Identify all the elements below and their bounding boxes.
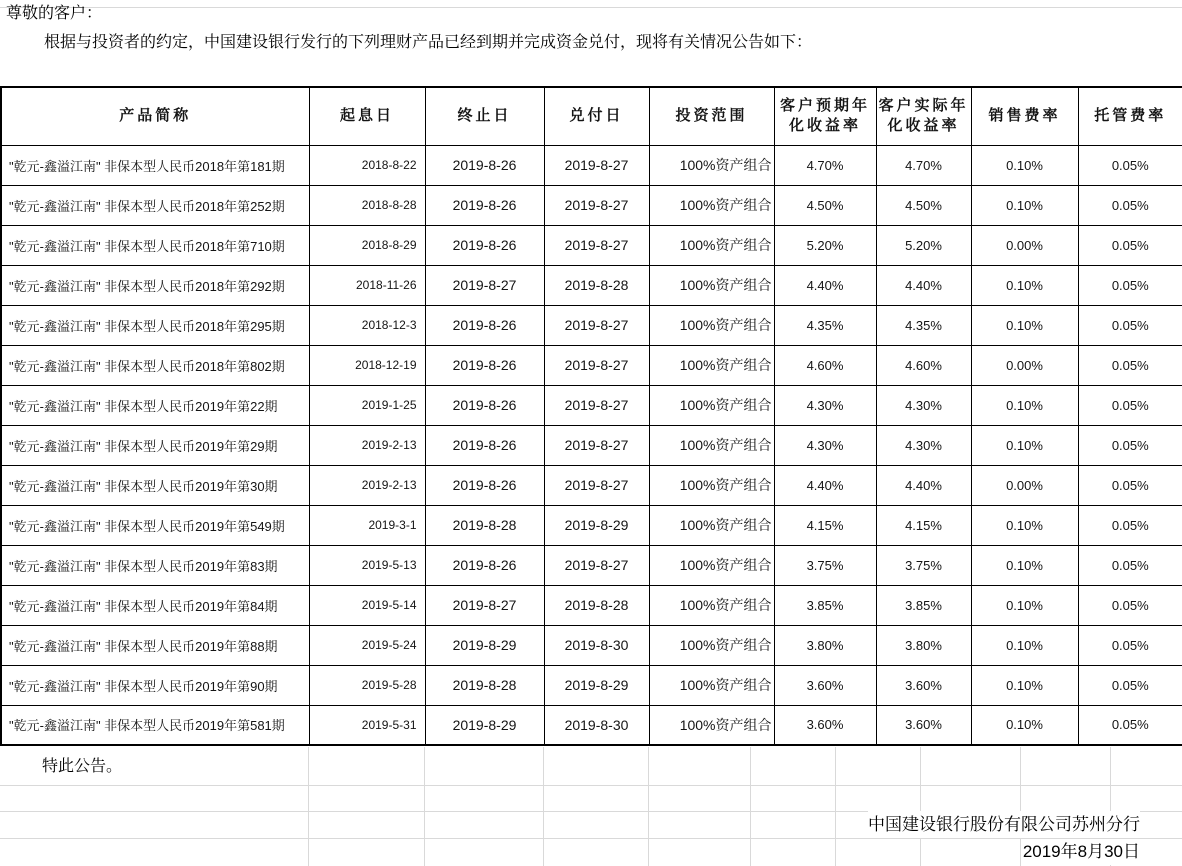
table-cell: 0.00% (971, 345, 1078, 385)
intro-salutation: 尊敬的客户： (6, 5, 103, 22)
table-cell: 100%资产组合 (649, 705, 774, 745)
table-cell: 2019-8-29 (425, 705, 544, 745)
table-cell: 0.05% (1078, 465, 1182, 505)
table-cell: 100%资产组合 (649, 185, 774, 225)
header-cell: 起息日 (309, 87, 425, 145)
table-cell: 2019-8-27 (544, 145, 649, 185)
table-cell: 2018-12-3 (309, 305, 425, 345)
table-cell: 0.10% (971, 305, 1078, 345)
table-cell: 100%资产组合 (649, 625, 774, 665)
table-cell: 0.10% (971, 705, 1078, 745)
table-cell: 2019-5-28 (309, 665, 425, 705)
table-cell: 2019-8-30 (544, 625, 649, 665)
table-cell: "乾元-鑫溢江南" 非保本型人民币2019年第29期 (1, 425, 309, 465)
table-cell: 100%资产组合 (649, 345, 774, 385)
table-cell: "乾元-鑫溢江南" 非保本型人民币2019年第581期 (1, 705, 309, 745)
table-cell: 2019-8-26 (425, 305, 544, 345)
table-row (1, 665, 1182, 705)
table-cell: 3.60% (876, 665, 971, 705)
table-cell: 2019-1-25 (309, 385, 425, 425)
signature-org: 中国建设银行股份有限公司苏州分行 (868, 811, 1140, 838)
signature-date: 2019年8月30日 (1023, 839, 1140, 865)
table-cell: 100%资产组合 (649, 545, 774, 585)
table-cell: 2019-5-31 (309, 705, 425, 745)
table-cell: 2019-8-27 (544, 345, 649, 385)
table-row (1, 545, 1182, 585)
table-cell: 0.05% (1078, 705, 1182, 745)
table-cell: 2019-8-26 (425, 185, 544, 225)
table-row (1, 225, 1182, 265)
table-cell: 0.05% (1078, 185, 1182, 225)
table-row (1, 305, 1182, 345)
gridline (308, 747, 309, 866)
table-cell: 100%资产组合 (649, 385, 774, 425)
table-cell: 0.05% (1078, 225, 1182, 265)
table-cell: 4.35% (774, 305, 876, 345)
table-cell: 3.60% (774, 665, 876, 705)
table-cell: 0.05% (1078, 665, 1182, 705)
gridline (1020, 747, 1021, 866)
header-cell: 投资范围 (649, 87, 774, 145)
table-cell: 2019-8-27 (544, 545, 649, 585)
gridline (424, 747, 425, 866)
table-cell: 4.70% (774, 145, 876, 185)
table-cell: "乾元-鑫溢江南" 非保本型人民币2018年第252期 (1, 185, 309, 225)
table-cell: 2019-8-28 (544, 585, 649, 625)
table-row (1, 265, 1182, 305)
table-cell: 2018-11-26 (309, 265, 425, 305)
table-cell: 4.30% (774, 425, 876, 465)
table-header-row (1, 87, 1182, 145)
table-cell: 2019-8-27 (425, 265, 544, 305)
table-body (1, 145, 1182, 745)
table-cell: 2019-8-26 (425, 425, 544, 465)
table-cell: 4.40% (774, 465, 876, 505)
table-cell: 4.30% (774, 385, 876, 425)
table-cell: 2019-5-13 (309, 545, 425, 585)
table-cell: 2018-12-19 (309, 345, 425, 385)
table-cell: 3.85% (774, 585, 876, 625)
header-cell: 产品简称 (1, 87, 309, 145)
table-cell: "乾元-鑫溢江南" 非保本型人民币2018年第802期 (1, 345, 309, 385)
table-cell: 4.15% (876, 505, 971, 545)
table-cell: 100%资产组合 (649, 505, 774, 545)
table-cell: "乾元-鑫溢江南" 非保本型人民币2019年第83期 (1, 545, 309, 585)
table-cell: 0.10% (971, 145, 1078, 185)
table-cell: "乾元-鑫溢江南" 非保本型人民币2019年第30期 (1, 465, 309, 505)
table-cell: 4.60% (876, 345, 971, 385)
table-cell: 0.05% (1078, 625, 1182, 665)
table-cell: 2019-8-30 (544, 705, 649, 745)
table-cell: "乾元-鑫溢江南" 非保本型人民币2018年第295期 (1, 305, 309, 345)
table-cell: 2019-8-29 (544, 665, 649, 705)
table-cell: "乾元-鑫溢江南" 非保本型人民币2019年第90期 (1, 665, 309, 705)
table-cell: 0.10% (971, 625, 1078, 665)
table-cell: 2019-8-27 (544, 425, 649, 465)
table-row (1, 385, 1182, 425)
table-cell: 0.05% (1078, 265, 1182, 305)
table-row (1, 185, 1182, 225)
table-cell: 5.20% (774, 225, 876, 265)
table-cell: 5.20% (876, 225, 971, 265)
table-cell: 4.60% (774, 345, 876, 385)
table-cell: 2019-8-27 (425, 585, 544, 625)
table-cell: 4.70% (876, 145, 971, 185)
table-cell: 3.75% (774, 545, 876, 585)
table-row (1, 345, 1182, 385)
table-cell: "乾元-鑫溢江南" 非保本型人民币2019年第84期 (1, 585, 309, 625)
table-cell: 3.60% (876, 705, 971, 745)
table-cell: 2019-8-26 (425, 385, 544, 425)
table-cell: 4.15% (774, 505, 876, 545)
table-cell: 2019-8-26 (425, 145, 544, 185)
table-cell: 4.40% (774, 265, 876, 305)
table-cell: 4.50% (876, 185, 971, 225)
table-cell: 2019-5-14 (309, 585, 425, 625)
gridline (0, 785, 1182, 786)
table-cell: 2018-8-29 (309, 225, 425, 265)
table-cell: 0.05% (1078, 385, 1182, 425)
table-cell: 2019-8-27 (544, 225, 649, 265)
table-cell: 0.05% (1078, 505, 1182, 545)
table-cell: 0.10% (971, 545, 1078, 585)
table-cell: 100%资产组合 (649, 265, 774, 305)
table-cell: 0.05% (1078, 305, 1182, 345)
table-cell: 4.30% (876, 385, 971, 425)
table-cell: "乾元-鑫溢江南" 非保本型人民币2018年第181期 (1, 145, 309, 185)
table-row (1, 145, 1182, 185)
table-cell: 0.05% (1078, 545, 1182, 585)
gridline (648, 747, 649, 866)
table-cell: 4.40% (876, 465, 971, 505)
closing-note: 特此公告。 (42, 758, 123, 775)
table-cell: 2019-8-29 (425, 625, 544, 665)
table-cell: 2019-8-28 (425, 665, 544, 705)
table-cell: 0.00% (971, 465, 1078, 505)
table-cell: 0.05% (1078, 585, 1182, 625)
table-cell: 100%资产组合 (649, 305, 774, 345)
table-cell: 2019-8-26 (425, 545, 544, 585)
table-cell: 2019-8-29 (544, 505, 649, 545)
header-cell: 客户实际年化收益率 (876, 87, 971, 145)
gridline (920, 747, 921, 866)
header-cell: 托管费率 (1078, 87, 1182, 145)
table-cell: 2019-8-27 (544, 185, 649, 225)
header-cell: 销售费率 (971, 87, 1078, 145)
table-cell: 0.10% (971, 265, 1078, 305)
table-row (1, 465, 1182, 505)
table-cell: 100%资产组合 (649, 585, 774, 625)
table-row (1, 505, 1182, 545)
table-cell: 2018-8-22 (309, 145, 425, 185)
table-cell: 0.10% (971, 385, 1078, 425)
gridline (835, 747, 836, 866)
gridline (543, 747, 544, 866)
table-cell: 2019-8-27 (544, 305, 649, 345)
table-cell: 0.10% (971, 185, 1078, 225)
header-cell: 客户预期年化收益率 (774, 87, 876, 145)
products-table (0, 86, 1182, 746)
gridline (750, 747, 751, 866)
table-cell: "乾元-鑫溢江南" 非保本型人民币2019年第88期 (1, 625, 309, 665)
table-cell: 0.05% (1078, 425, 1182, 465)
table-row (1, 625, 1182, 665)
table-cell: 2019-2-13 (309, 425, 425, 465)
table-cell: 100%资产组合 (649, 665, 774, 705)
gridline (0, 838, 1182, 839)
table-cell: 100%资产组合 (649, 225, 774, 265)
table-cell: 100%资产组合 (649, 425, 774, 465)
table-row (1, 705, 1182, 745)
table-cell: 2019-8-28 (544, 265, 649, 305)
table-cell: 4.35% (876, 305, 971, 345)
table-cell: 0.10% (971, 505, 1078, 545)
table-cell: 2019-8-26 (425, 225, 544, 265)
table-cell: 4.50% (774, 185, 876, 225)
table-cell: "乾元-鑫溢江南" 非保本型人民币2019年第549期 (1, 505, 309, 545)
table-cell: 2018-8-28 (309, 185, 425, 225)
table-cell: "乾元-鑫溢江南" 非保本型人民币2019年第22期 (1, 385, 309, 425)
table-cell: 0.10% (971, 425, 1078, 465)
header-cell: 兑付日 (544, 87, 649, 145)
table-cell: "乾元-鑫溢江南" 非保本型人民币2018年第710期 (1, 225, 309, 265)
table-cell: 3.60% (774, 705, 876, 745)
table-cell: 2019-8-28 (425, 505, 544, 545)
table-cell: 0.00% (971, 225, 1078, 265)
table-row (1, 425, 1182, 465)
table-cell: "乾元-鑫溢江南" 非保本型人民币2018年第292期 (1, 265, 309, 305)
header-cell: 终止日 (425, 87, 544, 145)
table-cell: 0.10% (971, 585, 1078, 625)
table-cell: 3.80% (876, 625, 971, 665)
gridline (0, 7, 1182, 8)
table-cell: 2019-8-26 (425, 345, 544, 385)
table-cell: 2019-8-27 (544, 385, 649, 425)
table-cell: 0.10% (971, 665, 1078, 705)
table-cell: 100%资产组合 (649, 145, 774, 185)
table-cell: 0.05% (1078, 345, 1182, 385)
table-cell: 0.05% (1078, 145, 1182, 185)
table-cell: 2019-8-26 (425, 465, 544, 505)
table-cell: 2019-3-1 (309, 505, 425, 545)
intro-body: 根据与投资者的约定，中国建设银行发行的下列理财产品已经到期并完成资金兑付，现将有关情况公告如下： (44, 34, 813, 51)
table-cell: 3.85% (876, 585, 971, 625)
table-cell: 3.80% (774, 625, 876, 665)
table-cell: 100%资产组合 (649, 465, 774, 505)
table-cell: 2019-2-13 (309, 465, 425, 505)
table-cell: 3.75% (876, 545, 971, 585)
table-cell: 4.40% (876, 265, 971, 305)
table-row (1, 585, 1182, 625)
table-cell: 2019-8-27 (544, 465, 649, 505)
table-cell: 4.30% (876, 425, 971, 465)
table-cell: 2019-5-24 (309, 625, 425, 665)
